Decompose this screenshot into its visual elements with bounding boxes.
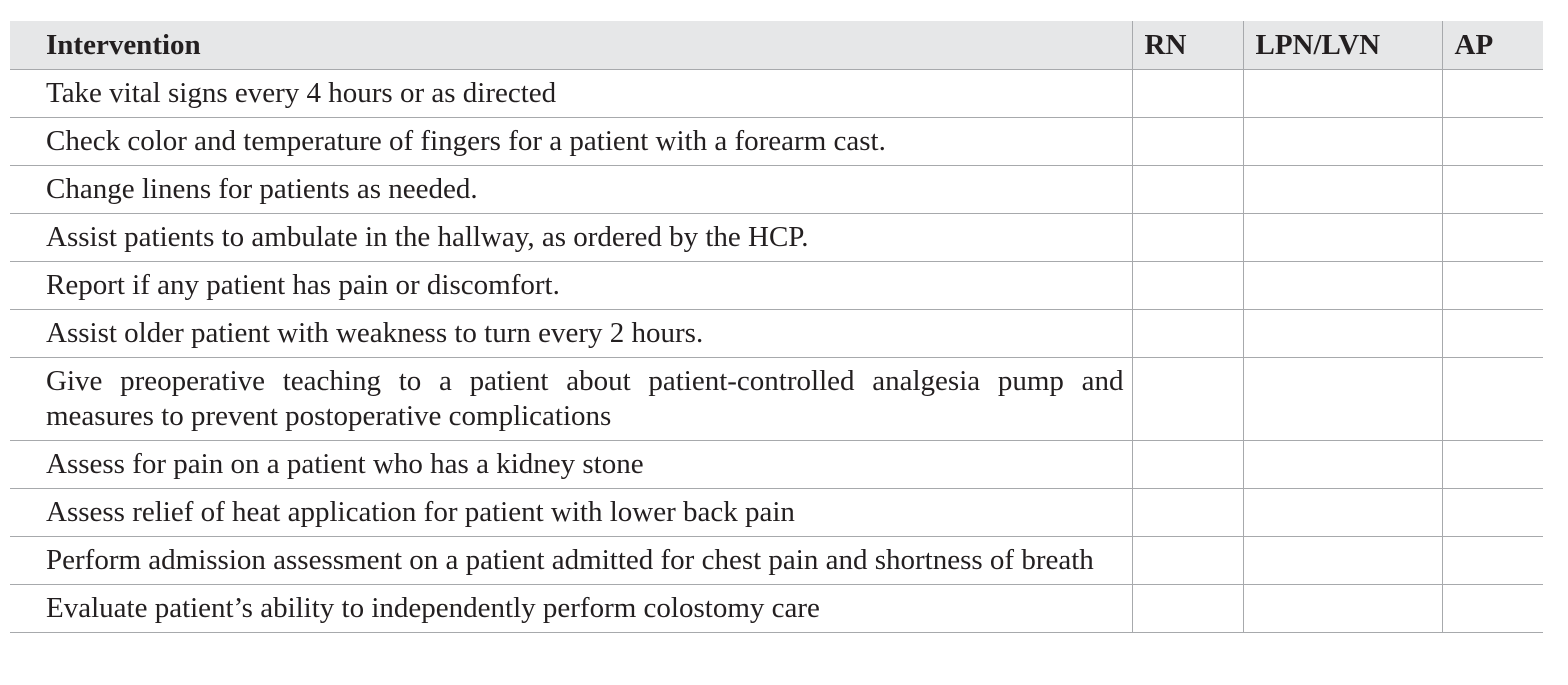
ap-cell[interactable]	[1442, 441, 1543, 489]
rn-cell[interactable]	[1132, 585, 1243, 633]
rn-cell[interactable]	[1132, 537, 1243, 585]
lpn-lvn-cell[interactable]	[1243, 585, 1442, 633]
table-row	[10, 70, 1543, 118]
intervention-cell: Check color and temperature of fingers for a patient with a forearm cast.	[10, 118, 1132, 166]
lpn-lvn-cell[interactable]	[1243, 70, 1442, 118]
ap-cell[interactable]	[1442, 489, 1543, 537]
intervention-cell: Take vital signs every 4 hours or as directed	[10, 70, 1132, 118]
ap-cell[interactable]	[1442, 214, 1543, 262]
lpn-lvn-cell[interactable]	[1243, 537, 1442, 585]
table-header	[10, 21, 1543, 70]
lpn-lvn-cell[interactable]	[1243, 166, 1442, 214]
ap-cell[interactable]	[1442, 166, 1543, 214]
table-row	[10, 214, 1543, 262]
intervention-cell: Give preoperative teaching to a patient about patient-controlled analgesia pump and measures to prevent postoperative complications	[10, 358, 1132, 441]
header-lpn-lvn: LPN/LVN	[1243, 21, 1442, 70]
table-row	[10, 358, 1543, 441]
lpn-lvn-cell[interactable]	[1243, 441, 1442, 489]
lpn-lvn-cell[interactable]	[1243, 118, 1442, 166]
rn-cell[interactable]	[1132, 441, 1243, 489]
ap-cell[interactable]	[1442, 585, 1543, 633]
lpn-lvn-cell[interactable]	[1243, 310, 1442, 358]
rn-cell[interactable]	[1132, 118, 1243, 166]
lpn-lvn-cell[interactable]	[1243, 214, 1442, 262]
rn-cell[interactable]	[1132, 166, 1243, 214]
rn-cell[interactable]	[1132, 70, 1243, 118]
table-row	[10, 310, 1543, 358]
ap-cell[interactable]	[1442, 70, 1543, 118]
table-row	[10, 441, 1543, 489]
intervention-cell: Assess for pain on a patient who has a kidney stone	[10, 441, 1132, 489]
ap-cell[interactable]	[1442, 118, 1543, 166]
delegation-table-container	[10, 21, 1543, 633]
intervention-cell: Perform admission assessment on a patient admitted for chest pain and shortness of breath	[10, 537, 1132, 585]
lpn-lvn-cell[interactable]	[1243, 262, 1442, 310]
table-row	[10, 118, 1543, 166]
rn-cell[interactable]	[1132, 214, 1243, 262]
delegation-table	[10, 21, 1543, 633]
intervention-cell: Assist older patient with weakness to turn every 2 hours.	[10, 310, 1132, 358]
table-body	[10, 70, 1543, 633]
header-rn: RN	[1132, 21, 1243, 70]
ap-cell[interactable]	[1442, 262, 1543, 310]
rn-cell[interactable]	[1132, 489, 1243, 537]
header-intervention: Intervention	[10, 21, 1132, 70]
rn-cell[interactable]	[1132, 262, 1243, 310]
rn-cell[interactable]	[1132, 358, 1243, 441]
table-row	[10, 537, 1543, 585]
table-row	[10, 166, 1543, 214]
lpn-lvn-cell[interactable]	[1243, 358, 1442, 441]
ap-cell[interactable]	[1442, 310, 1543, 358]
intervention-cell: Evaluate patient’s ability to independently perform colostomy care	[10, 585, 1132, 633]
lpn-lvn-cell[interactable]	[1243, 489, 1442, 537]
table-row	[10, 489, 1543, 537]
rn-cell[interactable]	[1132, 310, 1243, 358]
table-row	[10, 585, 1543, 633]
table-row	[10, 262, 1543, 310]
intervention-cell: Report if any patient has pain or discomfort.	[10, 262, 1132, 310]
header-ap: AP	[1442, 21, 1543, 70]
intervention-cell: Assess relief of heat application for patient with lower back pain	[10, 489, 1132, 537]
header-row	[10, 21, 1543, 70]
ap-cell[interactable]	[1442, 537, 1543, 585]
intervention-cell: Change linens for patients as needed.	[10, 166, 1132, 214]
ap-cell[interactable]	[1442, 358, 1543, 441]
intervention-cell: Assist patients to ambulate in the hallway, as ordered by the HCP.	[10, 214, 1132, 262]
